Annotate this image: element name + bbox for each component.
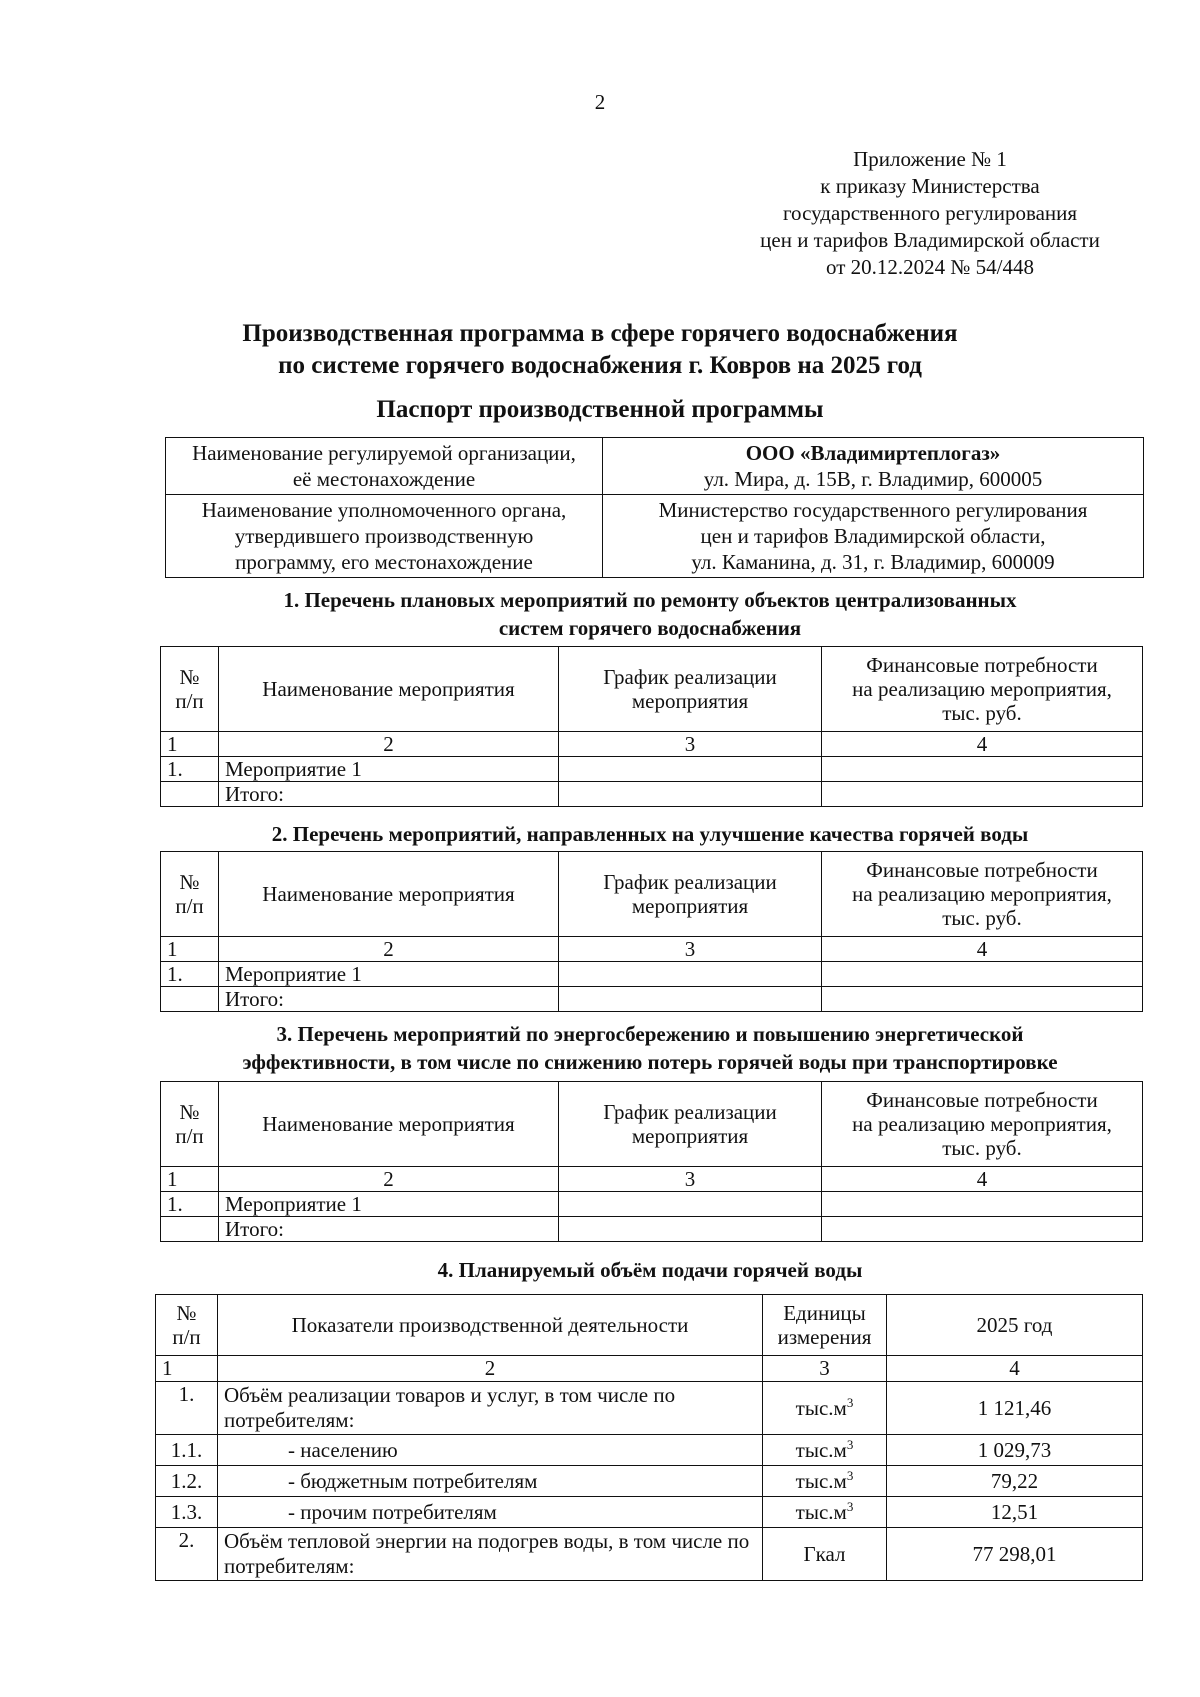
header-indicator: Показатели производственной деятельности — [218, 1295, 763, 1356]
row-number: 1. — [156, 1382, 218, 1435]
table-cell — [822, 987, 1143, 1012]
table-cell: 4 — [822, 1167, 1143, 1192]
table-row — [156, 1528, 1143, 1581]
section-1-table — [160, 646, 1143, 807]
header-num: № п/п — [156, 1295, 218, 1356]
row-unit: $тыс.м^3$ — [763, 1382, 887, 1435]
row-indicator: - прочим потребителям — [218, 1497, 763, 1528]
page-number: 2 — [594, 90, 606, 114]
cell-line: утвердившего производственную — [234, 524, 534, 548]
header-finance: Финансовые потребности на реализацию мероприятия, тыс. руб. — [822, 647, 1143, 732]
table-row — [166, 495, 1144, 578]
row-unit: $тыс.м^3$ — [763, 1497, 887, 1528]
row-indicator: - бюджетным потребителям — [218, 1466, 763, 1497]
column-number-row — [161, 732, 1143, 757]
table-row — [161, 1192, 1143, 1217]
section-1-title — [150, 586, 1150, 642]
table-cell: 1 — [161, 732, 219, 757]
section-2-title — [150, 820, 1150, 848]
row-value: 79,22 — [887, 1466, 1143, 1497]
table-cell: Итого: — [219, 782, 559, 807]
table-cell — [161, 782, 219, 807]
section-4-table — [155, 1294, 1143, 1581]
table-cell — [559, 1217, 822, 1242]
table-cell: 3 — [559, 732, 822, 757]
appendix-block — [720, 146, 1140, 281]
header-finance: Финансовые потребности на реализацию мероприятия, тыс. руб. — [822, 852, 1143, 937]
cell-line: Наименование уполномоченного органа, — [201, 498, 567, 522]
table-cell — [166, 438, 603, 495]
cell-line: программу, его местонахождение — [235, 550, 533, 574]
table-header-row — [161, 852, 1143, 937]
table-cell: 1. — [161, 962, 219, 987]
cell-line: Министерство государственного регулирования — [658, 498, 1088, 522]
appendix-line: к приказу Министерства — [820, 174, 1040, 198]
row-number: 1.3. — [156, 1497, 218, 1528]
header-num: № п/п — [161, 852, 219, 937]
table-row — [156, 1435, 1143, 1466]
header-finance: Финансовые потребности на реализацию мероприятия, тыс. руб. — [822, 1082, 1143, 1167]
table-cell — [559, 987, 822, 1012]
table-row — [156, 1466, 1143, 1497]
table-cell: 3 — [559, 1167, 822, 1192]
row-value: 12,51 — [887, 1497, 1143, 1528]
table-cell: 1. — [161, 757, 219, 782]
table-cell: 4 — [822, 937, 1143, 962]
header-schedule: График реализации мероприятия — [559, 647, 822, 732]
header-units: Единицы измерения — [763, 1295, 887, 1356]
table-cell — [822, 1217, 1143, 1242]
table-cell: Итого: — [219, 1217, 559, 1242]
section-title-line: эффективности, в том числе по снижению потерь горячей воды при транспортировке — [242, 1050, 1058, 1074]
table-header-row — [161, 1082, 1143, 1167]
table-cell: 1. — [161, 1192, 219, 1217]
table-cell: Мероприятие 1 — [219, 1192, 559, 1217]
row-indicator: - населению — [218, 1435, 763, 1466]
table-cell — [822, 1192, 1143, 1217]
header-num: № п/п — [161, 647, 219, 732]
organization-name: ООО «Владимиртеплогаз» — [745, 441, 1001, 465]
table-cell: Итого: — [219, 987, 559, 1012]
row-value: 77 298,01 — [887, 1528, 1143, 1581]
table-cell — [161, 987, 219, 1012]
table-cell: 2 — [219, 1167, 559, 1192]
header-name: Наименование мероприятия — [219, 852, 559, 937]
table-cell: 1 — [156, 1356, 218, 1382]
table-cell: 4 — [822, 732, 1143, 757]
section-2-table — [160, 851, 1143, 1012]
column-number-row — [161, 1167, 1143, 1192]
table-row — [161, 1217, 1143, 1242]
table-row — [161, 962, 1143, 987]
header-name: Наименование мероприятия — [219, 1082, 559, 1167]
column-number-row — [156, 1356, 1143, 1382]
cell-line: ул. Каманина, д. 31, г. Владимир, 600009 — [691, 550, 1055, 574]
table-cell: 3 — [763, 1356, 887, 1382]
row-unit: Гкал — [763, 1528, 887, 1581]
section-3-title — [150, 1020, 1150, 1076]
appendix-line: Приложение № 1 — [853, 147, 1007, 171]
table-row — [156, 1497, 1143, 1528]
document-title — [100, 318, 1100, 382]
row-indicator: Объём тепловой энергии на подогрев воды, в том числе по потребителям: — [218, 1528, 763, 1581]
row-unit: $тыс.м^3$ — [763, 1466, 887, 1497]
table-row — [166, 438, 1144, 495]
row-value: 1 121,46 — [887, 1382, 1143, 1435]
section-3-table — [160, 1081, 1143, 1242]
table-cell: 3 — [559, 937, 822, 962]
table-cell: 2 — [218, 1356, 763, 1382]
title-line: Производственная программа в сфере горячего водоснабжения — [242, 320, 958, 347]
table-cell: 1 — [161, 1167, 219, 1192]
section-4-title — [150, 1256, 1150, 1284]
table-cell — [559, 1192, 822, 1217]
table-cell — [161, 1217, 219, 1242]
header-num: № п/п — [161, 1082, 219, 1167]
section-title-line: 1. Перечень плановых мероприятий по ремонту объектов централизованных — [283, 588, 1017, 612]
table-row — [161, 987, 1143, 1012]
passport-table — [165, 437, 1144, 578]
section-title-line: 4. Планируемый объём подачи горячей воды — [437, 1258, 863, 1282]
table-cell — [603, 438, 1144, 495]
row-number: 1.2. — [156, 1466, 218, 1497]
header-year: 2025 год — [887, 1295, 1143, 1356]
table-header-row — [161, 647, 1143, 732]
section-title-line: 3. Перечень мероприятий по энергосбережению и повышению энергетической — [276, 1022, 1024, 1046]
table-cell: 2 — [219, 732, 559, 757]
table-cell: 4 — [887, 1356, 1143, 1382]
cell-line: Наименование регулируемой организации, — [192, 441, 576, 465]
table-cell: Мероприятие 1 — [219, 757, 559, 782]
table-row — [161, 782, 1143, 807]
row-value: 1 029,73 — [887, 1435, 1143, 1466]
row-unit: $тыс.м^3$ — [763, 1435, 887, 1466]
table-cell: Мероприятие 1 — [219, 962, 559, 987]
table-row — [161, 757, 1143, 782]
table-cell — [822, 962, 1143, 987]
cell-line: её местонахождение — [292, 467, 476, 491]
table-cell: 1 — [161, 937, 219, 962]
row-number: 1.1. — [156, 1435, 218, 1466]
title-line: по системе горячего водоснабжения г. Ковров на 2025 год — [278, 352, 922, 379]
organization-address: ул. Мира, д. 15В, г. Владимир, 600005 — [703, 467, 1043, 491]
cell-line: цен и тарифов Владимирской области, — [700, 524, 1046, 548]
passport-title: Паспорт производственной программы — [376, 396, 824, 423]
column-number-row — [161, 937, 1143, 962]
row-number: 2. — [156, 1528, 218, 1581]
appendix-line: от 20.12.2024 № 54/448 — [825, 255, 1035, 279]
table-cell — [559, 757, 822, 782]
header-schedule: График реализации мероприятия — [559, 1082, 822, 1167]
header-schedule: График реализации мероприятия — [559, 852, 822, 937]
row-indicator: Объём реализации товаров и услуг, в том числе по потребителям: — [218, 1382, 763, 1435]
appendix-line: цен и тарифов Владимирской области — [760, 228, 1100, 252]
section-title-line: систем горячего водоснабжения — [498, 616, 802, 640]
header-name: Наименование мероприятия — [219, 647, 559, 732]
table-cell — [822, 782, 1143, 807]
section-title-line: 2. Перечень мероприятий, направленных на улучшение качества горячей воды — [271, 822, 1029, 846]
table-row — [156, 1382, 1143, 1435]
table-cell — [166, 495, 603, 578]
table-header-row — [156, 1295, 1143, 1356]
table-cell — [603, 495, 1144, 578]
table-cell — [822, 757, 1143, 782]
table-cell — [559, 782, 822, 807]
table-cell — [559, 962, 822, 987]
appendix-line: государственного регулирования — [782, 201, 1078, 225]
table-cell: 2 — [219, 937, 559, 962]
